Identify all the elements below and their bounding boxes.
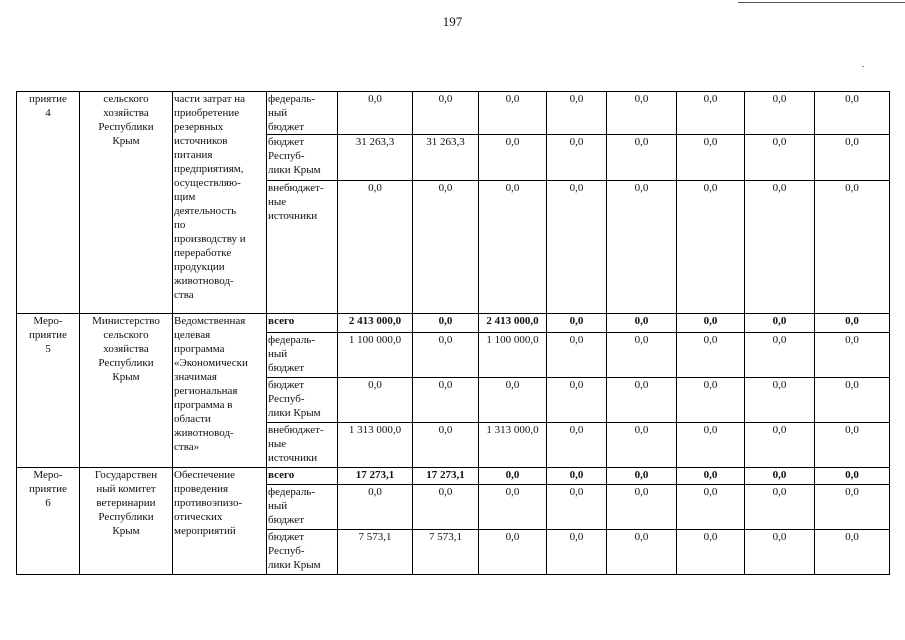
- value-cell: 0,0: [607, 468, 677, 485]
- value-cell: 0,0: [815, 485, 890, 530]
- value-cell: 31 263,3: [338, 135, 413, 181]
- value-cell: 0,0: [745, 92, 815, 135]
- value-cell: 0,0: [547, 423, 607, 468]
- measure-description: Обеспечение проведения противоэпизо- отических мероприятий: [173, 468, 267, 575]
- value-cell: 0,0: [745, 314, 815, 333]
- value-cell: 0,0: [547, 181, 607, 314]
- funding-source: федераль- ный бюджет: [267, 485, 338, 530]
- measure-executor: Министерство сельского хозяйства Республики Крым: [80, 314, 173, 468]
- value-cell: 0,0: [547, 92, 607, 135]
- value-cell: 0,0: [677, 423, 745, 468]
- value-cell: 0,0: [677, 485, 745, 530]
- value-cell: 0,0: [607, 485, 677, 530]
- value-cell: 0,0: [479, 468, 547, 485]
- measure-executor: Государствен ный комитет ветеринарии Республики Крым: [80, 468, 173, 575]
- funding-source: бюджет Респуб- лики Крым: [267, 378, 338, 423]
- value-cell: 0,0: [607, 135, 677, 181]
- value-cell: 31 263,3: [413, 135, 479, 181]
- value-cell: 0,0: [479, 92, 547, 135]
- value-cell: 0,0: [607, 530, 677, 575]
- value-cell: 0,0: [677, 378, 745, 423]
- value-cell: 0,0: [745, 423, 815, 468]
- value-cell: 0,0: [815, 181, 890, 314]
- value-cell: 0,0: [677, 530, 745, 575]
- value-cell: 0,0: [547, 314, 607, 333]
- measure-measure: приятие 4: [17, 92, 80, 314]
- value-cell: 1 313 000,0: [338, 423, 413, 468]
- value-cell: 0,0: [413, 92, 479, 135]
- measure-description: Ведомственная целевая программа «Экономически значимая региональная программа в области животновод- ства»: [173, 314, 267, 468]
- value-cell: 0,0: [413, 378, 479, 423]
- value-cell: 0,0: [745, 135, 815, 181]
- value-cell: 0,0: [413, 333, 479, 378]
- value-cell: 0,0: [607, 423, 677, 468]
- table-body: [17, 92, 890, 575]
- measure-measure: Меро- приятие 6: [17, 468, 80, 575]
- value-cell: 0,0: [479, 135, 547, 181]
- value-cell: 0,0: [815, 530, 890, 575]
- value-cell: 0,0: [413, 181, 479, 314]
- measure-measure: Меро- приятие 5: [17, 314, 80, 468]
- funding-source: всего: [267, 314, 338, 333]
- funding-source: бюджет Респуб- лики Крым: [267, 135, 338, 181]
- funding-source: федераль- ный бюджет: [267, 92, 338, 135]
- page-number: 197: [442, 14, 463, 29]
- value-cell: 0,0: [607, 333, 677, 378]
- value-cell: 1 100 000,0: [338, 333, 413, 378]
- value-cell: 0,0: [815, 378, 890, 423]
- scan-mark: [862, 66, 864, 67]
- budget-table: [16, 91, 890, 575]
- funding-source: всего: [267, 468, 338, 485]
- value-cell: 0,0: [479, 530, 547, 575]
- value-cell: 0,0: [338, 378, 413, 423]
- value-cell: 0,0: [479, 378, 547, 423]
- value-cell: 0,0: [677, 333, 745, 378]
- value-cell: 0,0: [413, 485, 479, 530]
- value-cell: 0,0: [745, 181, 815, 314]
- value-cell: 0,0: [479, 181, 547, 314]
- value-cell: 0,0: [745, 530, 815, 575]
- value-cell: 0,0: [413, 423, 479, 468]
- table-row: [17, 92, 890, 135]
- value-cell: 0,0: [815, 135, 890, 181]
- funding-source: федераль- ный бюджет: [267, 333, 338, 378]
- top-rule: [738, 2, 905, 3]
- value-cell: 2 413 000,0: [338, 314, 413, 333]
- measure-description: части затрат на приобретение резервных источников питания предприятиям, осуществляю- щим деятельность по производству и переработке продукции животновод- ства: [173, 92, 267, 314]
- value-cell: 0,0: [607, 314, 677, 333]
- value-cell: 0,0: [338, 92, 413, 135]
- table-row: [17, 314, 890, 333]
- value-cell: 1 313 000,0: [479, 423, 547, 468]
- value-cell: 0,0: [677, 468, 745, 485]
- funding-source: бюджет Респуб- лики Крым: [267, 530, 338, 575]
- value-cell: 0,0: [677, 92, 745, 135]
- value-cell: 0,0: [338, 181, 413, 314]
- value-cell: 0,0: [607, 92, 677, 135]
- value-cell: 0,0: [547, 468, 607, 485]
- value-cell: 17 273,1: [413, 468, 479, 485]
- value-cell: 0,0: [677, 181, 745, 314]
- value-cell: 0,0: [413, 314, 479, 333]
- value-cell: 7 573,1: [413, 530, 479, 575]
- value-cell: 0,0: [677, 135, 745, 181]
- value-cell: 0,0: [338, 485, 413, 530]
- value-cell: 0,0: [607, 378, 677, 423]
- value-cell: 0,0: [479, 485, 547, 530]
- value-cell: 0,0: [607, 181, 677, 314]
- value-cell: 0,0: [547, 485, 607, 530]
- value-cell: 0,0: [745, 468, 815, 485]
- value-cell: 0,0: [745, 378, 815, 423]
- value-cell: 0,0: [547, 378, 607, 423]
- value-cell: 0,0: [815, 468, 890, 485]
- value-cell: 0,0: [547, 135, 607, 181]
- value-cell: 17 273,1: [338, 468, 413, 485]
- value-cell: 0,0: [745, 333, 815, 378]
- table-row: [17, 468, 890, 485]
- value-cell: 0,0: [815, 92, 890, 135]
- funding-source: внебюджет- ные источники: [267, 181, 338, 314]
- value-cell: 0,0: [745, 485, 815, 530]
- value-cell: 7 573,1: [338, 530, 413, 575]
- value-cell: 0,0: [815, 423, 890, 468]
- value-cell: 0,0: [677, 314, 745, 333]
- value-cell: 0,0: [815, 314, 890, 333]
- value-cell: 0,0: [547, 530, 607, 575]
- value-cell: 2 413 000,0: [479, 314, 547, 333]
- value-cell: 0,0: [547, 333, 607, 378]
- value-cell: 0,0: [815, 333, 890, 378]
- measure-executor: сельского хозяйства Республики Крым: [80, 92, 173, 314]
- funding-source: внебюджет- ные источники: [267, 423, 338, 468]
- value-cell: 1 100 000,0: [479, 333, 547, 378]
